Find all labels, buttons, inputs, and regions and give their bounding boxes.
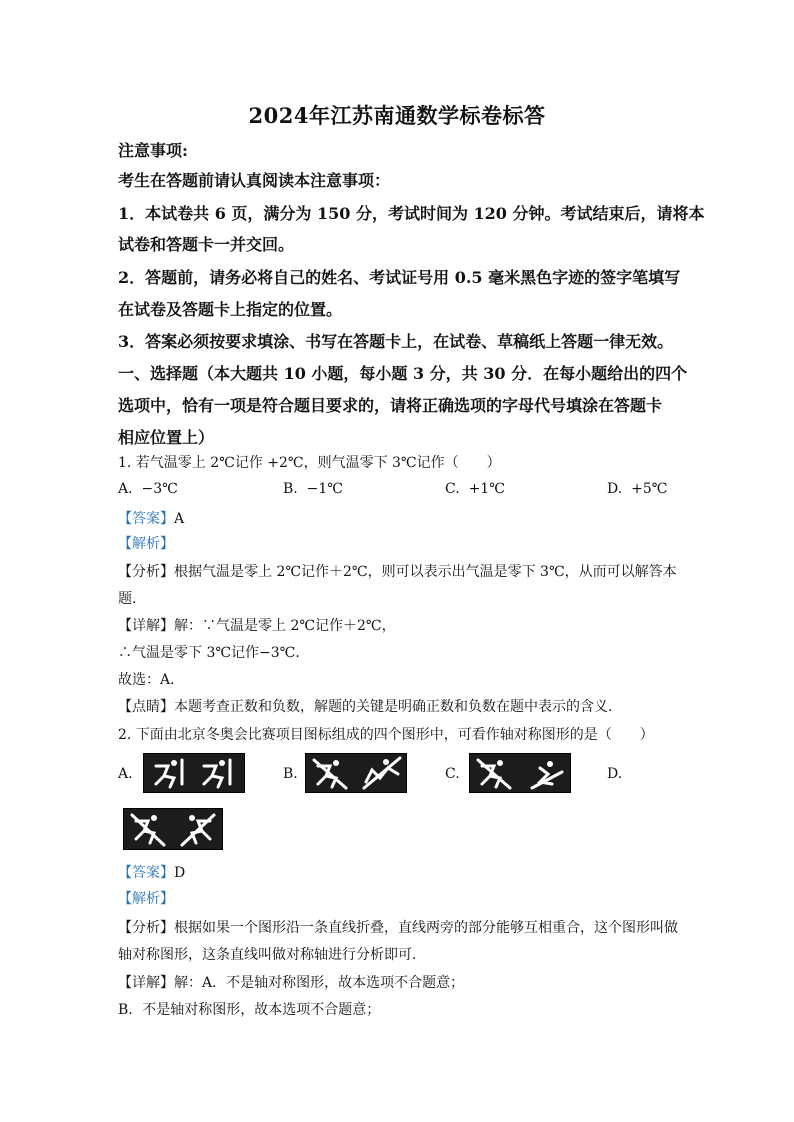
q2-stem: 2. 下面由北京冬奥会比赛项目图标组成的四个图形中，可看作轴对称图形的是（ ） (118, 727, 654, 743)
q2-option-c-label[interactable]: C. (445, 766, 460, 782)
q1-choose: 故选：A． (118, 672, 185, 688)
q1-option-c[interactable]: C. +1℃ (445, 481, 505, 497)
section-heading-b: 选项中，恰有一项是符合题目要求的，请将正确选项的字母代号填涂在答题卡 (118, 396, 663, 415)
notice-heading: 注意事项: (118, 141, 188, 160)
q1-option-d[interactable]: D. +5℃ (607, 481, 668, 497)
q2-option-d-label[interactable]: D. (607, 766, 623, 782)
q1-xiangjie-2: ∴气温是零下 3℃记作−3℃． (118, 645, 310, 661)
q1-dianjing: 【点睛】本题考查正数和负数，解题的关键是明确正数和负数在题中表示的含义． (118, 699, 622, 715)
page-title: 2024年江苏南通数学标卷标答 (248, 103, 546, 128)
answer-value: A (174, 511, 185, 527)
notice-1b: 试卷和答题卡一并交回。 (118, 235, 295, 254)
notice-1a: 1．本试卷共 6 页，满分为 150 分，考试时间为 120 分钟。考试结束后，请将本 (118, 204, 705, 223)
section-heading-c: 相应位置上） (118, 428, 215, 447)
answer-tag: 【答案】 (118, 511, 174, 527)
notice-2b: 在试卷及答题卡上指定的位置。 (118, 300, 343, 319)
q2-option-b-label[interactable]: B. (283, 766, 298, 782)
q2-analysis-tag: 【解析】 (118, 891, 174, 907)
section-heading-a: 一、选择题（本大题共 10 小题，每小题 3 分，共 30 分．在每小题给出的四个 (118, 364, 688, 383)
q1-fenxi-cont: 题. (118, 591, 137, 607)
q2-xiangjie-2: B．不是轴对称图形，故本选项不合题意； (118, 1002, 381, 1018)
q2-answer (118, 862, 185, 882)
q2-fenxi-cont: 轴对称图形，这条直线叫做对称轴进行分析即可． (118, 947, 426, 963)
q2-option-b-figure[interactable] (305, 753, 407, 793)
ski-pictogram-icon (470, 754, 570, 792)
q2-option-c-figure[interactable] (469, 753, 571, 793)
q1-fenxi: 【分析】根据气温是零上 2℃记作＋2℃，则可以表示出气温是零下 3℃，从而可以解答本 (118, 564, 677, 580)
q1-analysis-tag: 【解析】 (118, 536, 174, 552)
q2-option-d-figure[interactable] (123, 808, 223, 850)
q1-answer (118, 508, 184, 528)
ski-pictogram-icon (124, 809, 222, 849)
q1-xiangjie: 【详解】解：∵气温是零上 2℃记作＋2℃， (118, 618, 396, 634)
q1-option-b[interactable]: B. −1℃ (283, 481, 343, 497)
notice-3: 3．答案必须按要求填涂、书写在答题卡上，在试卷、草稿纸上答题一律无效。 (118, 332, 674, 351)
q1-option-a[interactable]: A. −3℃ (118, 481, 178, 497)
ski-pictogram-icon (144, 754, 244, 792)
answer-value: D (174, 865, 186, 881)
q2-xiangjie: 【详解】解：A．不是轴对称图形，故本选项不合题意； (118, 975, 465, 991)
q2-option-a-label[interactable]: A. (118, 766, 133, 782)
q2-option-a-figure[interactable] (143, 753, 245, 793)
notice-intro: 考生在答题前请认真阅读本注意事项： (118, 171, 391, 190)
notice-2a: 2．答题前，请务必将自己的姓名、考试证号用 0.5 毫米黑色字迹的签字笔填写 (118, 268, 681, 287)
ski-pictogram-icon (306, 754, 406, 792)
q1-stem: 1. 若气温零上 2℃记作 +2℃，则气温零下 3℃记作（ ） (118, 455, 501, 471)
answer-tag: 【答案】 (118, 865, 174, 881)
q2-fenxi: 【分析】根据如果一个图形沿一条直线折叠，直线两旁的部分能够互相重合，这个图形叫做 (118, 920, 678, 936)
